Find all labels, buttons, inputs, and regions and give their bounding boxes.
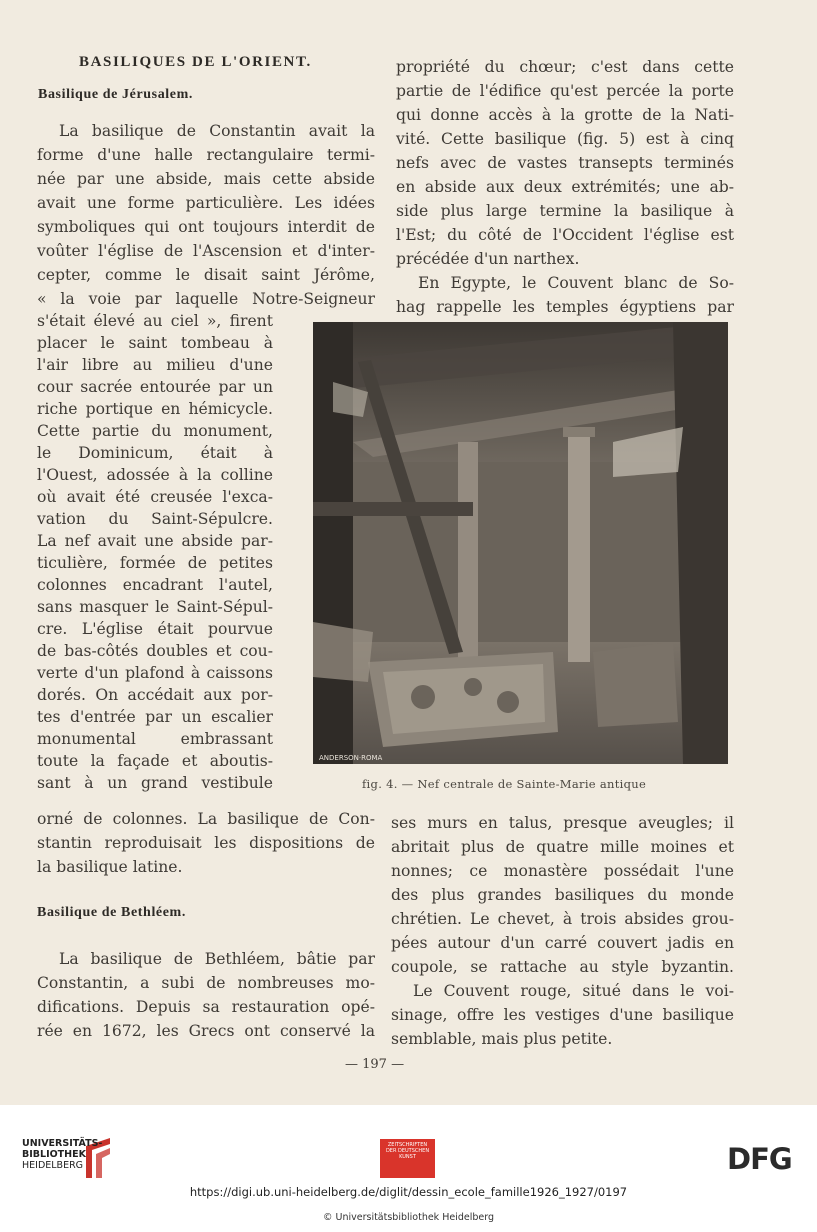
text-line: propriété du chœur; c'est dans cette [396, 58, 734, 76]
text-line: orné de colonnes. La basilique de Con- [37, 810, 375, 828]
text-line: ticulière, formée de petites [37, 554, 273, 572]
text-line: sans masquer le Saint-Sépul- [37, 598, 273, 616]
text-line: l'Est; du côté de l'Occident l'église est [396, 226, 734, 244]
text-line: tes d'entrée par un escalier [37, 708, 273, 726]
text-line: nonnes; ce monastère possédait l'une [391, 862, 734, 880]
text-line: cepter, comme le disait saint Jérôme, [37, 266, 375, 284]
copyright-notice: © Universitätsbibliothek Heidelberg [322, 1212, 494, 1223]
text-line: Constantin, a subi de nombreuses mo- [37, 974, 375, 992]
text-line: La basilique de Bethléem, bâtie par [59, 950, 375, 968]
text-line: voûter l'église de l'Ascension et d'inter- [37, 242, 375, 260]
running-head: BASILIQUES DE L'ORIENT. [79, 54, 312, 70]
basilica-nave-photo [313, 322, 728, 764]
dfg-logo: DFG [727, 1142, 792, 1176]
text-line: colonnes encadrant l'autel, [37, 576, 273, 594]
text-line: le Dominicum, était à [37, 444, 273, 462]
text-line: vité. Cette basilique (fig. 5) est à cinq [396, 130, 734, 148]
text-line: monumental embrassant [37, 730, 273, 748]
library-name-line: HEIDELBERG [22, 1160, 84, 1171]
text-line: rée en 1672, les Grecs ont conservé la [37, 1022, 375, 1040]
section-heading-jerusalem: Basilique de Jérusalem. [38, 87, 193, 102]
text-line: où avait été creusée l'exca- [37, 488, 273, 506]
text-line: cre. L'église était pourvue [37, 620, 273, 638]
page-number: — 197 — [345, 1057, 405, 1072]
text-line: de bas-côtés doubles et cou- [37, 642, 273, 660]
figure-caption: fig. 4. — Nef centrale de Sainte-Marie antique [362, 777, 647, 791]
text-line: pées autour d'un carré couvert jadis en [391, 934, 734, 952]
text-line: partie de l'édifice qu'est percée la porte [396, 82, 734, 100]
text-line: ses murs en talus, presque aveugles; il [391, 814, 734, 832]
text-line: vation du Saint-Sépulcre. [37, 510, 273, 528]
text-line: qui donne accès à la grotte de la Nati- [396, 106, 734, 124]
text-line: s'était élevé au ciel », firent [37, 312, 273, 330]
text-line: forme d'une halle rectangulaire termi- [37, 146, 375, 164]
text-line: Cette partie du monument, [37, 422, 273, 440]
text-line: stantin reproduisait les dispositions de [37, 834, 375, 852]
text-line: chrétien. Le chevet, à trois absides grou- [391, 910, 734, 928]
collection-badge-label: ZEITSCHRIFTEN DER DEUTSCHEN KUNST [385, 1142, 430, 1160]
text-line: La nef avait une abside par- [37, 532, 273, 550]
library-name [22, 1138, 102, 1171]
text-line: side plus large termine la basilique à [396, 202, 734, 220]
text-line: sant à un grand vestibule [37, 774, 273, 792]
photo-credit: ANDERSON·ROMA [319, 754, 383, 762]
text-line: semblable, mais plus petite. [391, 1030, 613, 1048]
text-line: sinage, offre les vestiges d'une basilique [391, 1006, 734, 1024]
text-line: précédée d'un narthex. [396, 250, 580, 268]
text-line: coupole, se rattache au style byzantin. [391, 958, 734, 976]
text-line: la basilique latine. [37, 858, 183, 876]
text-line: l'Ouest, adossée à la colline [37, 466, 273, 484]
text-line: difications. Depuis sa restauration opé- [37, 998, 375, 1016]
library-name-line: BIBLIOTHEK [22, 1149, 86, 1160]
section-heading-bethleem: Basilique de Bethléem. [37, 905, 186, 920]
text-line: Le Couvent rouge, situé dans le voi- [413, 982, 734, 1000]
permalink-url[interactable]: https://digi.ub.uni-heidelberg.de/diglit/dessin_ecole_famille1926_1927/0197 [189, 1185, 628, 1199]
text-line: verte d'un plafond à caissons [37, 664, 273, 682]
text-line: « la voie par laquelle Notre-Seigneur [37, 290, 375, 308]
text-line: l'air libre au milieu d'une [37, 356, 273, 374]
text-line: toute la façade et aboutis- [37, 752, 273, 770]
text-line: hag rappelle les temples égyptiens par [396, 298, 734, 316]
text-line: symboliques qui ont toujours interdit de [37, 218, 375, 236]
text-line: placer le saint tombeau à [37, 334, 273, 352]
text-line: dorés. On accédait aux por- [37, 686, 273, 704]
text-line: nefs avec de vastes transepts terminés [396, 154, 734, 172]
text-line: En Egypte, le Couvent blanc de So- [418, 274, 734, 292]
library-name-line: UNIVERSITÄTS- [22, 1138, 103, 1149]
text-line: abritait plus de quatre mille moines et [391, 838, 734, 856]
text-line: cour sacrée entourée par un [37, 378, 273, 396]
text-line: avait une forme particulière. Les idées [37, 194, 375, 212]
text-line: des plus grandes basiliques du monde [391, 886, 734, 904]
text-line: née par une abside, mais cette abside [37, 170, 375, 188]
text-line: riche portique en hémicycle. [37, 400, 273, 418]
text-line: en abside aux deux extrémités; une ab- [396, 178, 734, 196]
text-line: La basilique de Constantin avait la [59, 122, 375, 140]
